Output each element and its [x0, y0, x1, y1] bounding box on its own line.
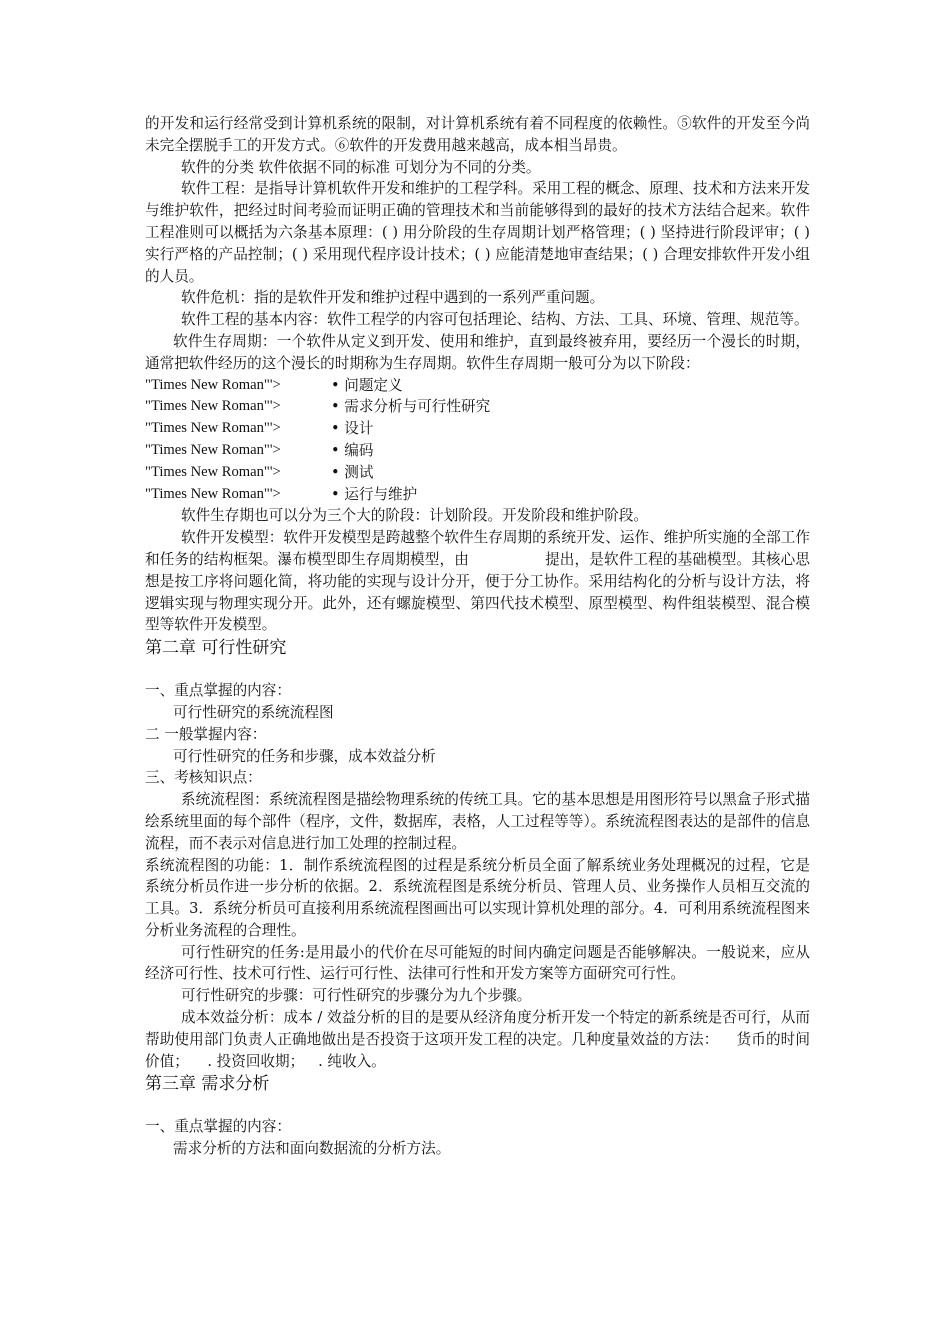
cost-benefit-item-2: . 投资回收期； — [207, 1052, 305, 1070]
list-item-text: • 运行与维护 — [331, 485, 418, 503]
paragraph-software-crisis: 软件危机：指的是软件开发和维护过程中遇到的一系列严重问题。 — [181, 289, 605, 307]
list-item-text: • 设计 — [331, 420, 374, 438]
paragraph-feasibility-steps: 可行性研究的步骤：可行性研究的步骤分为九个步骤。 — [181, 987, 532, 1005]
ch3-key-content: 需求分析的方法和面向数据流的分析方法。 — [173, 1140, 451, 1158]
lifecycle-list — [145, 375, 810, 506]
list-item — [145, 462, 810, 484]
dev-model-text-b: 提出，是软件工程的基础模型。其核心思想是按工序将问题化简，将功能的实现与设计分开，便于分工协作。采用结构化的分析与设计方法，将逻辑实现与物理实现分开。此外，还有螺旋模型、第四代技术模型、原型模型、构件组装模型、混合模型等软件开发模型。 — [145, 550, 810, 634]
paragraph-software-classification: 软件的分类 软件依据不同的标准 可划分为不同的分类。 — [181, 158, 541, 176]
paragraph-cost-benefit — [145, 1007, 810, 1072]
chapter-3-title: 第三章 需求分析 — [145, 1074, 270, 1095]
chapter-2-title: 第二章 可行性研究 — [145, 638, 287, 659]
list-prefix: "Times New Roman"'> — [145, 441, 281, 458]
document-page — [145, 113, 810, 1160]
ch2-heading-general: 二 一般掌握内容： — [145, 725, 267, 743]
ch2-general-content: 可行性研究的任务和步骤，成本效益分析 — [173, 747, 436, 765]
ch2-heading-key: 一、重点掌握的内容： — [145, 682, 291, 700]
ch3-heading-key: 一、重点掌握的内容： — [145, 1118, 291, 1136]
list-item-text: • 编码 — [331, 441, 374, 459]
cost-benefit-item-3: . 纯收入。 — [318, 1052, 386, 1070]
list-item — [145, 418, 810, 440]
paragraph-se-content: 软件工程的基本内容：软件工程学的内容可包括理论、结构、方法、工具、环境、管理、规范等。 — [181, 311, 809, 329]
list-prefix: "Times New Roman"'> — [145, 485, 281, 502]
list-item-text: • 测试 — [331, 463, 374, 481]
list-item — [145, 484, 810, 506]
cost-benefit-text: 成本效益分析：成本 / 效益分析的目的是要从经济角度分析开发一个特定的新系统是否可行，从而帮助使用部门负责人正确地做出是否投资于这项开发工程的决定。几种度量效益的方法： — [145, 1009, 810, 1048]
list-item — [145, 440, 810, 462]
paragraph-feasibility-task: 可行性研究的任务:是用最小的代价在尽可能短的时间内确定问题是否能够解决。一般说来，应从经济可行性、技术可行性、运行可行性、法律可行性和开发方案等方面研究可行性。 — [145, 943, 810, 983]
list-item-text: • 需求分析与可行性研究 — [331, 398, 491, 416]
list-prefix: "Times New Roman"'> — [145, 376, 281, 393]
ch2-key-content: 可行性研究的系统流程图 — [173, 703, 334, 721]
paragraph-software-engineering: 软件工程：是指导计算机软件开发和维护的工程学科。采用工程的概念、原理、技术和方法来开发与维护软件，把经过时间考验而证明正确的管理技术和当前能够得到的最好的技术方法结合起来。软件工程准则可以概括为六条基本原理：( ) 用分阶段的生存周期计划严格管理；( ) 坚持进行阶段评审；( ) 实行严格的产品控制；( ) 采用现代程序设计技术；( ) 应能清楚地审查结果；( ) 合理安排软件开发小组的人员。 — [145, 180, 810, 285]
paragraph-system-flowchart: 系统流程图：系统流程图是描绘物理系统的传统工具。它的基本思想是用图形符号以黑盒子形式描绘系统里面的每个部件（程序，文件，数据库，表格，人工过程等等）。系统流程图表达的是部件的信息流程，而不表示对信息进行加工处理的控制过程。 — [145, 791, 810, 852]
list-item-text: • 问题定义 — [331, 376, 403, 394]
list-prefix: "Times New Roman"'> — [145, 463, 281, 480]
dev-model-text-a: 软件开发模型：软件开发模型是跨越整个软件生存周期的系统开发、运作、维护所实施的全部工作和任务的结构框架。瀑布模型即生存周期模型，由 — [145, 529, 810, 568]
paragraph-lifecycle: 软件生存周期：一个软件从定义到开发、使用和维护，直到最终被弃用，要经历一个漫长的时期，通常把软件经历的这个漫长的时期称为生存周期。软件生存周期一般可分为以下阶段： — [145, 332, 810, 372]
cost-benefit-item-1: 货币的时间价值； — [145, 1030, 810, 1070]
list-item — [145, 375, 810, 397]
ch2-heading-exam-points: 三、考核知识点： — [145, 769, 262, 787]
list-item — [145, 396, 810, 418]
paragraph-dev-model — [145, 527, 810, 636]
list-prefix: "Times New Roman"'> — [145, 398, 281, 415]
paragraph-software-features: 的开发和运行经常受到计算机系统的限制，对计算机系统有着不同程度的依赖性。⑤软件的开发至今尚未完全摆脱手工的开发方式。⑥软件的开发费用越来越高，成本相当昂贵。 — [145, 115, 810, 154]
list-prefix: "Times New Roman"'> — [145, 420, 281, 437]
paragraph-flowchart-functions: 系统流程图的功能：1．制作系统流程图的过程是系统分析员全面了解系统业务处理概况的过程，它是系统分析员作进一步分析的依据。2．系统流程图是系统分析员、管理人员、业务操作人员相互交流的工具。3．系统分析员可直接利用系统流程图画出可以实现计算机处理的部分。4．可利用系统流程图来分析业务流程的合理性。 — [145, 856, 810, 939]
paragraph-lifecycle-phases: 软件生存期也可以分为三个大的阶段：计划阶段。开发阶段和维护阶段。 — [181, 507, 649, 525]
